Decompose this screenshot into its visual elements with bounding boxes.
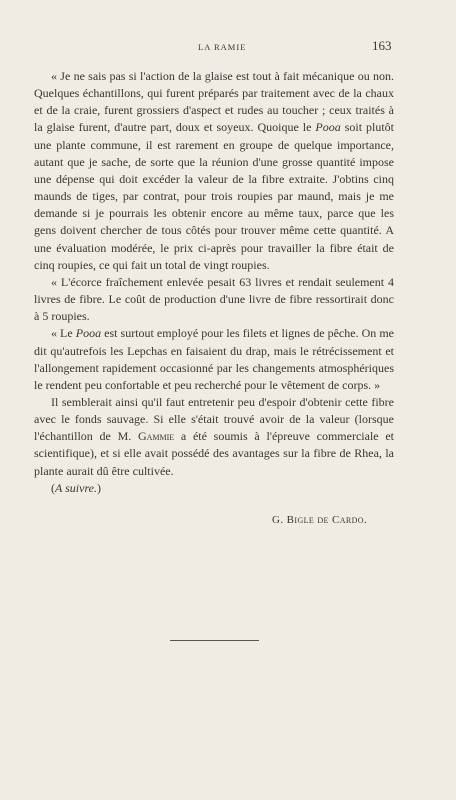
paragraph: « Le Pooa est surtout employé pour les filets et lignes de pêche. On me dit qu'autrefois les Lepchas en faisaient du drap, mais le rétrécissement et l'allongement rapidement occasionné par les changements atmosphériques le rendent peu confortable et peu recherché pour le vêtement de corps. » bbox=[34, 326, 394, 392]
page-number: 163 bbox=[372, 38, 392, 53]
paragraph: (A suivre.) bbox=[51, 480, 101, 495]
paragraph: « L'écorce fraîchement enlevée pesait 63 livres et rendait seulement 4 livres de fibre. Le coût de production d'une livre de fibre ressortirait donc à 5 roupies. bbox=[34, 274, 394, 324]
paragraph: « Je ne sais pas si l'action de la glaise est tout à fait mécanique ou non. Quelques échantillons, qui furent préparés par traitement avec de la chaux et de la craie, furent grossiers d'aspect et rudes au toucher ; ceux traités à la glaise furent, d'autre part, doux et soyeux. Quoique le Pooa soit plutôt une plante commune, il est rarement en groupe de quelque importance, autant que je sache, de sorte que la réunion d'une grosse quantité impose une dépense qui doit excéder la valeur de la fibre extraite. J'obtins cinq maunds de tiges, par contrat, pour trois roupies par maund, mais je me demande si je pourrais les obtenir encore au même taux, parce que les gens doivent chercher de tous côtés pour trouver même cette quantité. A une évaluation modérée, le prix ci-après pour travailler la fibre était de cinq roupies, ce qui fait un total de vingt roupies. bbox=[34, 69, 395, 272]
body-text bbox=[34, 68, 394, 497]
author-signature: G. Bigle de Cardo. bbox=[272, 514, 368, 526]
running-head bbox=[0, 38, 456, 54]
paragraph: Il semblerait ainsi qu'il faut entretenir peu d'espoir d'obtenir cette fibre avec le fonds sauvage. Si elle s'était trouvé avoir de la valeur (lorsque l'échantillon de M. Gammie a été soumis à l'épreuve commerciale et scientifique), et si elle avait possédé des avantages sur la fibre de Rhea, la plante aurait dû être cultivée. bbox=[34, 394, 394, 478]
end-rule bbox=[170, 640, 259, 641]
running-title: LA RAMIE bbox=[198, 42, 247, 52]
